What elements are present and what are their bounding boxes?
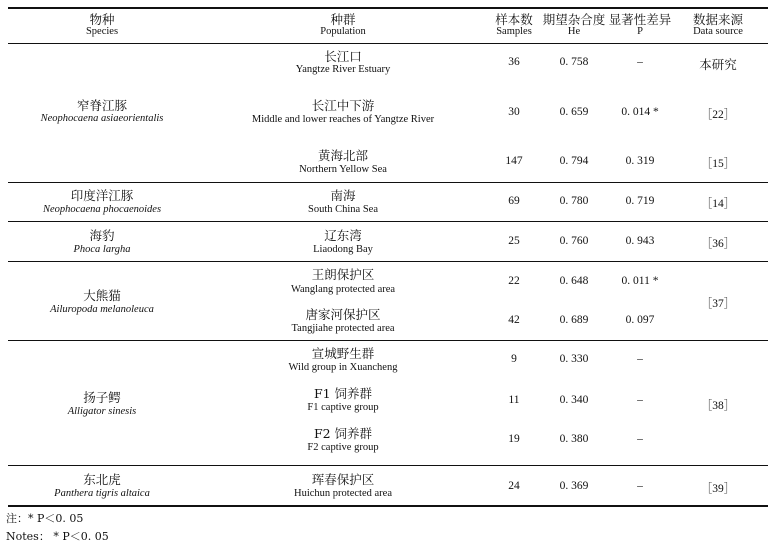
population-en: Middle and lower reaches of Yangtze River [251,114,435,125]
samples-value: 9 [511,353,517,365]
top-rule [8,7,768,9]
species-zh: 扬子鳄 [83,390,121,405]
population-en: Yangtze River Estuary [295,64,391,75]
p-value: 0. 319 [625,155,655,167]
population-en: Northern Yellow Sea [299,164,387,175]
he-value: 0. 659 [559,106,589,118]
footnote-zh: 注：* P＜0. 05 [6,512,84,525]
population-en: Huichun protected area [294,488,392,499]
data-source: ［22］ [700,109,736,121]
population-zh: F2 饲养群 [313,426,373,441]
population-zh: 黄海北部 [317,148,369,163]
he-value: 0. 369 [559,480,589,492]
data-source: ［39］ [700,483,736,495]
species-zh: 东北虎 [83,472,121,487]
header-population-en: Population [320,26,366,37]
data-source: ［14］ [700,198,736,210]
samples-value: 19 [508,433,520,445]
he-value: 0. 380 [559,433,589,445]
he-value: 0. 340 [559,394,589,406]
group-divider [8,182,768,183]
population-en: Wanglang protected area [290,284,396,295]
samples-value: 42 [508,314,520,326]
p-value: – [637,480,643,492]
header-samples-en: Samples [496,26,532,37]
header-p-en: P [637,26,643,37]
p-value: – [637,433,643,445]
he-value: 0. 648 [559,275,589,287]
species-zh: 窄脊江豚 [76,98,128,113]
he-value: 0. 760 [559,235,589,247]
species-en: Phoca largha [73,244,131,255]
species-zh: 大熊猫 [83,288,121,303]
header-samples-zh: 样本数 [495,12,533,27]
header-population-zh: 种群 [330,12,356,27]
species-en: Neophocaena asiaeorientalis [40,113,164,124]
bottom-rule [8,505,768,507]
population-en: South China Sea [308,204,378,215]
samples-value: 11 [508,394,520,406]
header-p-zh: 显著性差异 [608,12,672,27]
p-value: – [637,394,643,406]
population-zh: 王朗保护区 [311,267,375,282]
population-en: Tangjiahe protected area [291,323,395,334]
samples-value: 25 [508,235,520,247]
population-zh: 长江口 [324,49,362,64]
header-source-zh: 数据来源 [692,12,744,27]
population-en: F2 captive group [307,442,379,453]
species-en: Ailuropoda melanoleuca [50,304,154,315]
p-value: – [637,56,643,68]
samples-value: 30 [508,106,520,118]
header-he-en: He [567,26,581,37]
group-divider [8,465,768,466]
population-zh: 珲春保护区 [311,472,375,487]
samples-value: 22 [508,275,520,287]
header-species-zh: 物种 [89,12,115,27]
he-value: 0. 794 [559,155,589,167]
data-source: ［38］ [700,400,736,412]
data-source: ［36］ [700,238,736,250]
population-zh: 长江中下游 [311,98,375,113]
population-zh: 唐家河保护区 [305,307,381,322]
samples-value: 147 [505,155,523,167]
he-value: 0. 758 [559,56,589,68]
he-value: 0. 780 [559,195,589,207]
population-zh: 南海 [330,188,356,203]
species-zh: 海豹 [89,228,115,243]
group-divider [8,221,768,222]
species-zh: 印度洋江豚 [70,188,134,203]
samples-value: 24 [508,480,520,492]
samples-value: 69 [508,195,520,207]
species-en: Alligator sinesis [67,406,137,417]
p-value: 0. 719 [625,195,655,207]
header-species-en: Species [85,26,119,37]
header-he-zh: 期望杂合度 [542,12,606,27]
data-source: ［15］ [700,158,736,170]
data-source: ［37］ [700,298,736,310]
footnote-en: Notes： * P＜0. 05 [6,530,109,543]
population-zh: 宣城野生群 [311,346,375,361]
population-en: Liaodong Bay [313,244,373,255]
species-en: Neophocaena phocaenoides [42,204,162,215]
p-value: 0. 014 * [621,106,659,118]
group-divider [8,261,768,262]
header-source-en: Data source [693,26,743,37]
population-zh: 辽东湾 [324,228,362,243]
population-zh: F1 饲养群 [313,386,373,401]
he-value: 0. 689 [559,314,589,326]
p-value: 0. 943 [625,235,655,247]
population-en: F1 captive group [307,402,379,413]
data-source: 本研究 [699,57,737,72]
p-value: 0. 097 [625,314,655,326]
header-rule [8,43,768,44]
samples-value: 36 [508,56,520,68]
p-value: – [637,353,643,365]
he-value: 0. 330 [559,353,589,365]
group-divider [8,340,768,341]
p-value: 0. 011 * [621,275,659,287]
population-en: Wild group in Xuancheng [288,362,398,373]
species-en: Panthera tigris altaica [54,488,150,499]
